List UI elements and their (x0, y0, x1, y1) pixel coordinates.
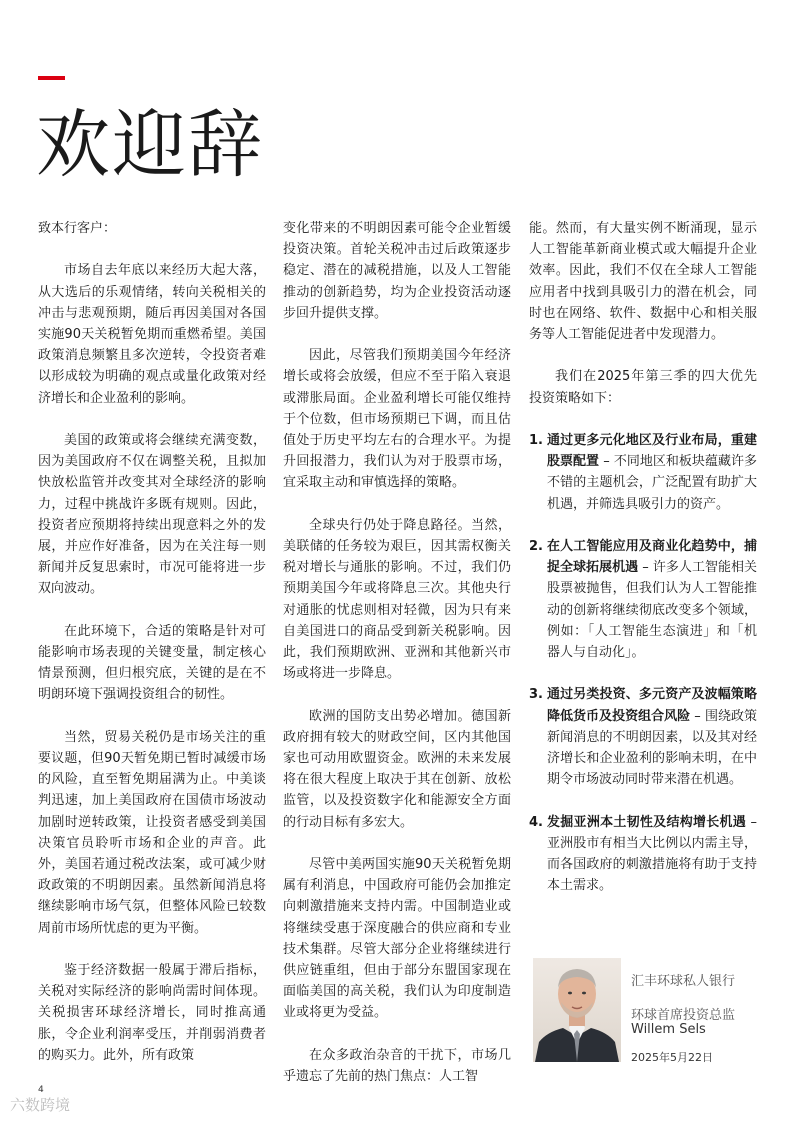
paragraph: 在此环境下，合适的策略是针对可能影响市场表现的关键变量，制定核心情景预测，但归根究底，关键的是在不明朗环境下强调投资组合的韧性。 (38, 623, 266, 703)
strategy-body: – 不同地区和板块蕴藏许多不错的主题机会，广泛配置有助扩大机遇，并筛选具吸引力的资产。 (547, 454, 757, 512)
strategy-item (529, 812, 757, 897)
strategy-body: – 亚洲股市有相当大比例以内需主导，而各国政府的刺激措施将有助于支持本土需求。 (547, 814, 757, 894)
strategy-number: 3. (529, 687, 543, 703)
strategy-body: – 许多人工智能相关股票被抛售，但我们认为人工智能推动的创新将继续彻底改变多个领域，例如：「人工智能生态演进」和「机器人与自动化」。 (547, 560, 757, 661)
accent-bar (38, 76, 65, 80)
page-title: 欢迎辞 (36, 102, 264, 188)
watermark: 六数跨境 (10, 1096, 71, 1114)
paragraph: 我们在2025年第三季的四大优先投资策略如下： (529, 369, 757, 406)
paragraph: 在众多政治杂音的干扰下，市场几乎遗忘了先前的热门焦点：人工智 (283, 1047, 511, 1085)
signature-date: 2025年5月22日 (631, 1051, 713, 1064)
strategy-title: 发掘亚洲本土韧性及结构增长机遇 (547, 814, 747, 830)
strategy-body: – 围绕政策新闻消息的不明朗因素，以及其对经济增长和企业盈利的影响未明，在中期令市场波动同时带来潜在机遇。 (547, 708, 757, 788)
strategy-item (529, 536, 757, 663)
strategy-number: 4. (529, 814, 543, 830)
strategy-title: 通过更多元化地区及行业布局，重建股票配置 (547, 433, 757, 470)
strategy-title: 在人工智能应用及商业化趋势中，捕捉全球拓展机遇 (547, 539, 757, 576)
portrait-photo (533, 958, 621, 1062)
paragraph: 当然，贸易关税仍是市场关注的重要议题，但90天暂免期已暂时减缓市场的风险，直至暂免期届满为止。中美谈判迅速，加上美国政府在国债市场波动加剧时逆转政策，让投资者感受到美国决策官员聆听市场和企业的声音。此外，美国若通过税改法案，或可减少财政政策的不明朗因素。虽然新闻消息将继续影响市场气氛，但整体风险已较数周前市场所忧虑的更为平衡。 (38, 729, 266, 936)
paragraph: 尽管中美两国实施90天关税暂免期属有利消息，中国政府可能仍会加推定向刺激措施来支持内需。中国制造业或将继续受惠于深度融合的供应商和专业技术集群。尽管大部分企业将继续进行供应链重组，但由于部分东盟国家现在面临美国的高关税，我们认为印度制造业或将更为受益。 (283, 857, 511, 1021)
salutation: 致本行客户： (38, 221, 117, 236)
paragraph: 市场自去年底以来经历大起大落，从大选后的乐观情绪，转向关税相关的冲击与悲观预期，随后再因美国对各国实施90天关税暂免期而重燃希望。美国政策消息频繁且多次逆转，令投资者难以形成较为明确的观点或量化政策对经济增长和企业盈利的影响。 (38, 263, 266, 406)
paragraph: 全球央行仍处于降息路径。当然，美联储的任务较为艰巨，因其需权衡关税对增长与通胀的影响。不过，我们仍预期美国今年或将降息三次。其他央行对通胀的忧虑则相对轻微，因为只有来自美国进口的商品受到新关税影响。因此，我们预期欧洲、亚洲和其他新兴市场或将进一步降息。 (283, 517, 511, 682)
text-column-1 (38, 218, 266, 1087)
paragraph: 欧洲的国防支出势必增加。德国新政府拥有较大的财政空间，区内其他国家也可动用欧盟资金。欧洲的未来发展将在很大程度上取决于其在创新、放松监管，以及投资数字化和能源安全方面的行动目标有多宏大。 (283, 708, 511, 830)
strategy-number: 1. (529, 433, 543, 448)
strategy-item (529, 430, 757, 515)
paragraph: 因此，尽管我们预期美国今年经济增长或将会放缓，但应不至于陷入衰退或滞胀局面。企业盈利增长可能仅维持于个位数，但市场预期已下调，而且估值处于历史平均左右的合理水平。为提升回报潜力，我们认为对于股票市场，宜采取主动和审慎选择的策略。 (283, 348, 511, 491)
signature-role: 环球首席投资总监 (631, 1008, 736, 1023)
paragraph: 能。然而，有大量实例不断涌现，显示人工智能革新商业模式或大幅提升企业效率。因此，我们不仅在全球人工智能应用者中找到具吸引力的潜在机会，同时也在网络、软件、数据中心和相关服务等人工智能促进者中发现潜力。 (529, 221, 757, 343)
strategy-list (529, 430, 757, 896)
strategy-number: 2. (529, 539, 543, 554)
text-column-2 (283, 218, 511, 1108)
paragraph: 鉴于经济数据一般属于滞后指标，关税对实际经济的影响尚需时间体现。关税损害环球经济增长，同时推高通胀，令企业利润率受压，并削弱消费者的购买力。此外，所有政策 (38, 963, 266, 1063)
text-column-3 (529, 218, 757, 918)
strategy-title: 通过另类投资、多元资产及波幅策略降低货币及投资组合风险 (547, 687, 757, 724)
signature-name: Willem Sels (631, 1022, 706, 1037)
page-number: 4 (38, 1085, 44, 1095)
signature-bank: 汇丰环球私人银行 (631, 974, 736, 989)
paragraph: 变化带来的不明朗因素可能令企业暂缓投资决策。首轮关税冲击过后政策逐步稳定、潜在的减税措施，以及人工智能推动的创新趋势，均为企业投资活动逐步回升提供支撑。 (283, 221, 511, 321)
paragraph: 美国的政策或将会继续充满变数，因为美国政府不仅在调整关税，且拟加快放松监管并改变其对全球经济的影响力，过程中挑战许多既有规则。因此，投资者应预期将持续出现意料之外的发展，并应作好准备，因为在关注每一则新闻并反复思索时，市况可能将进一步双向波动。 (38, 433, 266, 597)
strategy-item (529, 684, 757, 790)
